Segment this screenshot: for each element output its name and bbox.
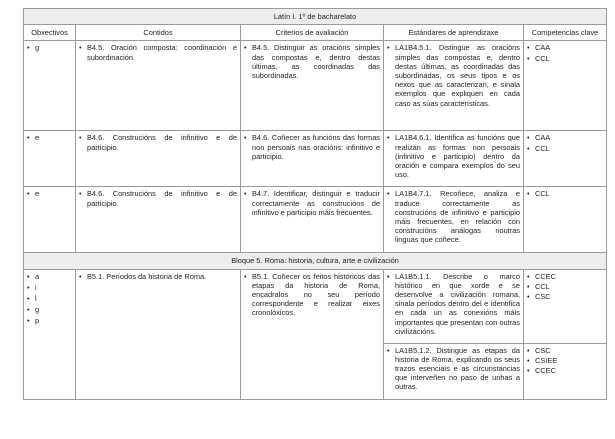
competencia-item: • CCL [527, 54, 603, 63]
competencia-item: • CCEC [527, 366, 603, 375]
curriculum-table [23, 8, 607, 400]
table-row [24, 187, 607, 253]
obxectivo-item: • i [27, 283, 72, 292]
competencias-cell [524, 187, 607, 253]
criterio-cell [241, 269, 384, 399]
estandar-item: • LA1B4.5.1. Distingue as oracións simples das compostas e, dentro destas últimas, as coordinadas das subordinadas, os seus tipos e os nexos que as caracterizan, e sinala exemplos que expliquen en cada caso as súas características. [387, 43, 520, 107]
obxectivos-cell [24, 269, 76, 399]
contido-item: • B4.6. Construcións de infinitivo e de participio. [79, 189, 237, 207]
section-row [24, 253, 607, 269]
header-competencias: Competencias clave [524, 25, 607, 41]
contido-item: • B5.1. Períodos da historia de Roma. [79, 272, 237, 281]
estandar-cell [384, 187, 524, 253]
estandar-cell [384, 41, 524, 131]
header-obxectivos: Obxectivos [24, 25, 76, 41]
table-title-row [24, 9, 607, 25]
obxectivo-item: • e [27, 133, 72, 142]
competencia-item: • CAA [527, 43, 603, 52]
obxectivos-cell [24, 41, 76, 131]
obxectivo-item: • l [27, 294, 72, 303]
contido-cell [76, 131, 241, 187]
table-row [24, 269, 607, 343]
obxectivo-item: • p [27, 316, 72, 325]
contido-cell [76, 41, 241, 131]
header-criterios: Criterios de avaliación [241, 25, 384, 41]
contido-cell [76, 269, 241, 399]
estandar-cell [384, 343, 524, 399]
competencia-item: • CCEC [527, 272, 603, 281]
header-row [24, 25, 607, 41]
obxectivo-item: • a [27, 272, 72, 281]
header-estandares: Estándares de aprendizaxe [384, 25, 524, 41]
competencia-item: • CCL [527, 282, 603, 291]
contido-item: • B4.5. Oración composta: coordinación e subordinación. [79, 43, 237, 61]
competencia-item: • CCL [527, 144, 603, 153]
competencias-cell [524, 343, 607, 399]
obxectivos-cell [24, 187, 76, 253]
criterio-cell [241, 131, 384, 187]
competencias-cell [524, 269, 607, 343]
section-title: Bloque 5. Roma: historia, cultura, arte e civilización [24, 253, 607, 269]
criterio-cell [241, 187, 384, 253]
obxectivos-cell [24, 131, 76, 187]
contido-item: • B4.6. Construcións de infinitivo e de participio. [79, 133, 237, 151]
obxectivo-item: • g [27, 305, 72, 314]
header-contidos: Contidos [76, 25, 241, 41]
competencia-item: • CSIEE [527, 356, 603, 365]
estandar-item: • LA1B5.1.2. Distingue as etapas da historia de Roma, explicando os seus trazos esenciais e as circunstancias que interveñen no paso de unhas a outras. [387, 346, 520, 392]
competencia-item: • CSC [527, 292, 603, 301]
competencia-item: • CSC [527, 346, 603, 355]
curriculum-table-wrapper [23, 8, 606, 400]
competencias-cell [524, 131, 607, 187]
competencias-cell [524, 41, 607, 131]
criterio-item: • B5.1. Coñecer os feitos históricos das etapas da historia de Roma, encadralos no seu período correspondente e realizar eixes cronolóxicos. [244, 272, 380, 318]
contido-cell [76, 187, 241, 253]
estandar-item: • LA1B4.6.1. Identifica as funcións que realizan as formas non persoais (infinitivo e participio) dentro da oración e compara exemplos do seu uso. [387, 133, 520, 179]
estandar-item: • LA1B5.1.1. Describe o marco histórico en que xorde e se desenvolve a civilización romana, sinala períodos dentro del e identifica en cada un as conexións máis importantes que presentan con outras civilizacións. [387, 272, 520, 336]
competencia-item: • CCL [527, 189, 603, 198]
criterio-item: • B4.6. Coñecer as funcións das formas non persoais nas oracións: infinitivo e participio. [244, 133, 380, 161]
estandar-item: • LA1B4.7.1. Recoñece, analiza e traduce correctamente as construcións de infinitivo e participio máis frecuentes, en relación con construcións análogas noutras linguas que coñece. [387, 189, 520, 244]
criterio-item: • B4.5. Distinguir as oracións simples das compostas e, dentro destas últimas, as coordinadas das subordinadas. [244, 43, 380, 80]
estandar-cell [384, 131, 524, 187]
table-title: Latín I. 1º de bacharelato [24, 9, 607, 25]
obxectivo-item: • e [27, 189, 72, 198]
criterio-item: • B4.7. Identificar, distinguir e traducir correctamente as construcións de infinitivo e participio máis frecuentes. [244, 189, 380, 217]
estandar-cell [384, 269, 524, 343]
criterio-cell [241, 41, 384, 131]
competencia-item: • CAA [527, 133, 603, 142]
obxectivo-item: • g [27, 43, 72, 52]
table-row [24, 131, 607, 187]
table-row [24, 41, 607, 131]
